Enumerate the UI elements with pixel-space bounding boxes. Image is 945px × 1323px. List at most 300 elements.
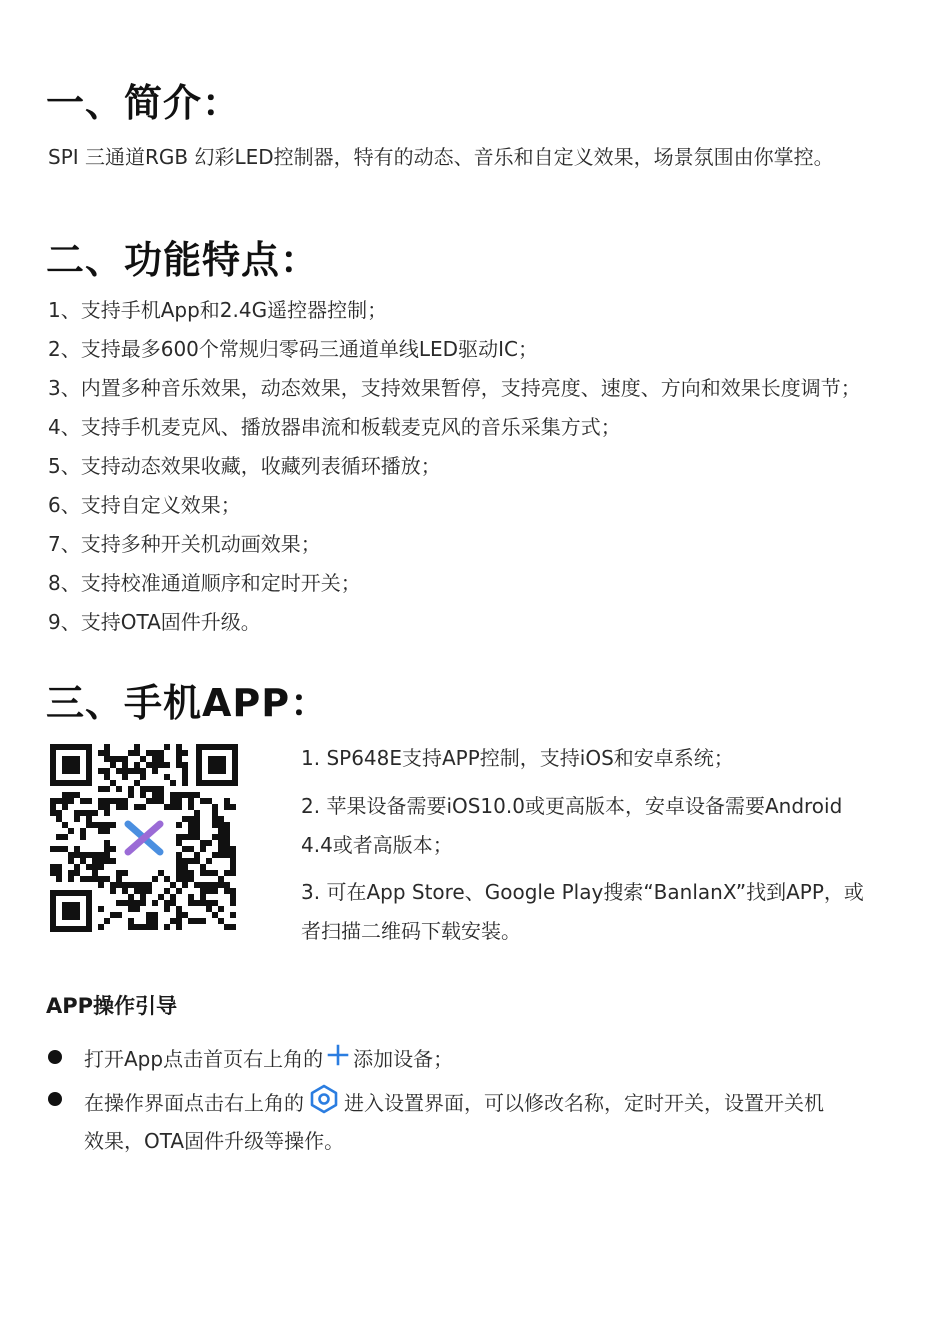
feature-item: 7、支持多种开关机动画效果； xyxy=(48,532,321,556)
qr-module xyxy=(140,924,146,930)
qr-module xyxy=(218,822,224,828)
qr-module xyxy=(128,918,134,924)
qr-module xyxy=(158,750,164,756)
qr-module xyxy=(206,906,212,912)
qr-module xyxy=(116,798,122,804)
qr-module xyxy=(152,792,158,798)
qr-module xyxy=(134,780,140,786)
qr-module xyxy=(50,870,56,876)
guide-item-1 xyxy=(84,1043,453,1072)
qr-module xyxy=(170,792,176,798)
qr-module xyxy=(188,834,194,840)
qr-module xyxy=(92,864,98,870)
qr-module xyxy=(62,798,68,804)
guide-item-2-cont: 效果，OTA固件升级等操作。 xyxy=(84,1129,345,1153)
qr-module xyxy=(134,900,140,906)
qr-module xyxy=(128,882,134,888)
qr-module xyxy=(86,864,92,870)
qr-module xyxy=(146,888,152,894)
qr-module xyxy=(200,918,206,924)
qr-module xyxy=(50,846,56,852)
qr-module xyxy=(128,750,134,756)
qr-module xyxy=(50,864,56,870)
qr-module xyxy=(110,858,116,864)
qr-module xyxy=(194,918,200,924)
qr-module xyxy=(158,798,164,804)
qr-module xyxy=(194,900,200,906)
qr-module xyxy=(188,816,194,822)
qr-module xyxy=(152,798,158,804)
qr-module xyxy=(98,858,104,864)
qr-module xyxy=(182,858,188,864)
qr-module xyxy=(224,888,230,894)
qr-module xyxy=(128,792,134,798)
qr-module xyxy=(140,786,146,792)
qr-module xyxy=(158,870,164,876)
qr-module xyxy=(86,816,92,822)
qr-module xyxy=(62,846,68,852)
qr-module xyxy=(176,762,182,768)
qr-module xyxy=(140,804,146,810)
qr-module xyxy=(50,810,56,816)
qr-module xyxy=(176,888,182,894)
qr-module xyxy=(218,852,224,858)
qr-module xyxy=(104,846,110,852)
qr-module xyxy=(146,750,152,756)
qr-module xyxy=(176,840,182,846)
qr-module xyxy=(218,846,224,852)
qr-module xyxy=(104,786,110,792)
qr-module xyxy=(146,798,152,804)
qr-module xyxy=(68,858,74,864)
qr-module xyxy=(176,792,182,798)
qr-module xyxy=(200,882,206,888)
qr-module xyxy=(80,858,86,864)
qr-module xyxy=(98,876,104,882)
qr-module xyxy=(206,870,212,876)
banlanx-logo xyxy=(116,812,172,864)
qr-module xyxy=(134,744,140,750)
qr-module xyxy=(92,858,98,864)
qr-module xyxy=(212,822,218,828)
qr-module xyxy=(170,882,176,888)
qr-module xyxy=(128,900,134,906)
app-line-3-cont: 者扫描二维码下载安装。 xyxy=(301,919,521,943)
qr-module xyxy=(230,912,236,918)
qr-module xyxy=(110,762,116,768)
qr-module xyxy=(86,852,92,858)
qr-module xyxy=(182,792,188,798)
qr-module xyxy=(176,906,182,912)
qr-module xyxy=(146,924,152,930)
qr-module xyxy=(128,906,134,912)
qr-module xyxy=(56,846,62,852)
qr-module xyxy=(104,798,110,804)
qr-module xyxy=(164,900,170,906)
qr-module xyxy=(152,756,158,762)
qr-module xyxy=(230,852,236,858)
qr-module xyxy=(158,786,164,792)
qr-module xyxy=(212,870,218,876)
qr-module xyxy=(170,804,176,810)
qr-module xyxy=(80,834,86,840)
app-line-3: 3. 可在App Store、Google Play搜索“BanlanX”找到APP，或 xyxy=(301,880,864,904)
qr-module xyxy=(122,888,128,894)
qr-module xyxy=(104,804,110,810)
qr-module xyxy=(164,804,170,810)
qr-module xyxy=(188,822,194,828)
qr-module xyxy=(128,924,134,930)
qr-module xyxy=(62,804,68,810)
qr-module xyxy=(200,798,206,804)
qr-module xyxy=(140,756,146,762)
qr-module xyxy=(104,828,110,834)
qr-module xyxy=(170,900,176,906)
qr-module xyxy=(98,786,104,792)
guide-item-2-before: 在操作界面点击右上角的 xyxy=(84,1091,304,1115)
qr-module xyxy=(230,888,236,894)
qr-module xyxy=(74,870,80,876)
qr-module xyxy=(176,876,182,882)
qr-module xyxy=(56,810,62,816)
qr-module xyxy=(182,870,188,876)
qr-module xyxy=(182,768,188,774)
qr-module xyxy=(188,894,194,900)
qr-module xyxy=(158,894,164,900)
feature-item: 3、内置多种音乐效果，动态效果，支持效果暂停，支持亮度、速度、方向和效果长度调节； xyxy=(48,376,861,400)
qr-module xyxy=(56,816,62,822)
qr-module xyxy=(194,810,200,816)
qr-module xyxy=(134,762,140,768)
qr-module xyxy=(212,834,218,840)
qr-module xyxy=(224,804,230,810)
qr-module xyxy=(140,882,146,888)
qr-module xyxy=(122,882,128,888)
qr-module xyxy=(188,798,194,804)
feature-item: 4、支持手机麦克风、播放器串流和板载麦克风的音乐采集方式； xyxy=(48,415,621,439)
qr-module xyxy=(104,774,110,780)
qr-module xyxy=(224,882,230,888)
feature-item: 9、支持OTA固件升级。 xyxy=(48,610,261,634)
qr-module xyxy=(110,756,116,762)
qr-module xyxy=(218,906,224,912)
qr-module xyxy=(230,846,236,852)
qr-module xyxy=(218,876,224,882)
qr-module xyxy=(194,828,200,834)
qr-module xyxy=(116,882,122,888)
qr-module xyxy=(116,786,122,792)
qr-module xyxy=(188,918,194,924)
qr-module xyxy=(218,918,224,924)
qr-module xyxy=(104,810,110,816)
qr-module xyxy=(104,852,110,858)
qr-module xyxy=(98,882,104,888)
qr-module xyxy=(194,852,200,858)
qr-module xyxy=(62,834,68,840)
qr-module xyxy=(146,762,152,768)
qr-module xyxy=(140,768,146,774)
intro-text: SPI 三通道RGB 幻彩LED控制器，特有的动态、音乐和自定义效果，场景氛围由你掌控。 xyxy=(48,145,834,169)
qr-module xyxy=(134,750,140,756)
qr-module xyxy=(164,906,170,912)
qr-module xyxy=(164,762,170,768)
qr-module xyxy=(188,858,194,864)
qr-module xyxy=(152,762,158,768)
qr-module xyxy=(212,888,218,894)
qr-module xyxy=(56,870,62,876)
qr-module xyxy=(176,924,182,930)
qr-module xyxy=(134,882,140,888)
qr-module xyxy=(110,780,116,786)
qr-module xyxy=(224,798,230,804)
qr-module xyxy=(230,924,236,930)
qr-module xyxy=(152,900,158,906)
qr-module xyxy=(218,840,224,846)
qr-module xyxy=(188,900,194,906)
qr-module xyxy=(74,846,80,852)
qr-module xyxy=(224,840,230,846)
qr-module xyxy=(164,744,170,750)
qr-module xyxy=(128,768,134,774)
qr-module xyxy=(116,870,122,876)
qr-module xyxy=(158,762,164,768)
qr-module xyxy=(104,876,110,882)
qr-module xyxy=(92,852,98,858)
qr-module xyxy=(122,870,128,876)
qr-module xyxy=(74,864,80,870)
qr-module xyxy=(176,834,182,840)
qr-module xyxy=(110,822,116,828)
qr-module xyxy=(164,774,170,780)
qr-module xyxy=(176,750,182,756)
qr-module xyxy=(212,900,218,906)
qr-module xyxy=(200,846,206,852)
qr-module xyxy=(140,792,146,798)
qr-module xyxy=(122,804,128,810)
qr-module xyxy=(176,912,182,918)
qr-module xyxy=(230,894,236,900)
qr-module xyxy=(140,894,146,900)
section-title-app: 三、手机APP： xyxy=(46,681,330,725)
qr-module xyxy=(212,882,218,888)
qr-module xyxy=(230,864,236,870)
qr-module xyxy=(170,918,176,924)
qr-module xyxy=(182,816,188,822)
qr-module xyxy=(92,876,98,882)
qr-module xyxy=(122,762,128,768)
qr-module xyxy=(188,870,194,876)
qr-module xyxy=(212,804,218,810)
app-line-2-cont: 4.4或者高版本； xyxy=(301,833,453,857)
qr-module xyxy=(182,882,188,888)
qr-module xyxy=(116,756,122,762)
qr-module xyxy=(152,912,158,918)
qr-module xyxy=(182,762,188,768)
qr-module xyxy=(152,786,158,792)
qr-module xyxy=(218,834,224,840)
qr-module xyxy=(104,756,110,762)
qr-module xyxy=(200,840,206,846)
qr-module xyxy=(170,798,176,804)
qr-module xyxy=(104,918,110,924)
qr-module xyxy=(134,906,140,912)
qr-module xyxy=(206,840,212,846)
qr-module xyxy=(134,768,140,774)
qr-module xyxy=(86,810,92,816)
qr-module xyxy=(98,822,104,828)
qr-module xyxy=(200,870,206,876)
qr-module xyxy=(140,900,146,906)
qr-module xyxy=(152,924,158,930)
qr-module xyxy=(176,918,182,924)
qr-module xyxy=(80,798,86,804)
qr-module xyxy=(176,852,182,858)
qr-module xyxy=(80,828,86,834)
qr-module xyxy=(164,876,170,882)
qr-module xyxy=(224,834,230,840)
qr-module xyxy=(68,852,74,858)
qr-module xyxy=(56,834,62,840)
qr-module xyxy=(188,804,194,810)
qr-module xyxy=(56,798,62,804)
qr-module xyxy=(146,786,152,792)
qr-module xyxy=(212,816,218,822)
qr-module xyxy=(128,786,134,792)
qr-module xyxy=(98,798,104,804)
guide-item-2 xyxy=(84,1084,824,1119)
feature-item: 2、支持最多600个常规归零码三通道单线LED驱动IC； xyxy=(48,337,538,361)
qr-module xyxy=(146,912,152,918)
qr-module xyxy=(176,804,182,810)
qr-module xyxy=(176,744,182,750)
qr-module xyxy=(80,876,86,882)
qr-module xyxy=(200,888,206,894)
qr-module xyxy=(86,822,92,828)
qr-module xyxy=(146,918,152,924)
qr-module xyxy=(176,870,182,876)
qr-module xyxy=(98,924,104,930)
qr-module xyxy=(74,852,80,858)
qr-module xyxy=(218,816,224,822)
feature-item: 5、支持动态效果收藏，收藏列表循环播放； xyxy=(48,454,441,478)
qr-module xyxy=(98,828,104,834)
qr-module xyxy=(122,768,128,774)
qr-module xyxy=(200,900,206,906)
qr-module xyxy=(152,918,158,924)
qr-module xyxy=(194,882,200,888)
feature-item: 1、支持手机App和2.4G遥控器控制； xyxy=(48,298,388,322)
qr-module xyxy=(62,822,68,828)
qr-module xyxy=(122,798,128,804)
qr-module xyxy=(182,912,188,918)
qr-module xyxy=(194,822,200,828)
qr-module xyxy=(98,804,104,810)
qr-module xyxy=(98,768,104,774)
qr-module xyxy=(92,810,98,816)
app-line-2: 2. 苹果设备需要iOS10.0或更高版本，安卓设备需要Android xyxy=(301,794,843,818)
qr-module xyxy=(140,774,146,780)
qr-module xyxy=(188,828,194,834)
qr-module xyxy=(110,912,116,918)
qr-module xyxy=(224,846,230,852)
qr-module xyxy=(224,822,230,828)
qr-module xyxy=(224,828,230,834)
qr-module xyxy=(164,924,170,930)
plus-icon xyxy=(327,1044,349,1071)
settings-hexagon-icon xyxy=(310,1084,338,1119)
qr-module xyxy=(146,882,152,888)
qr-module xyxy=(116,768,122,774)
qr-module xyxy=(158,792,164,798)
qr-module xyxy=(110,888,116,894)
qr-module xyxy=(116,876,122,882)
qr-module xyxy=(152,876,158,882)
qr-module xyxy=(110,798,116,804)
qr-module xyxy=(194,858,200,864)
qr-module xyxy=(206,798,212,804)
qr-module xyxy=(134,804,140,810)
guide-title: APP操作引导 xyxy=(46,994,178,1018)
qr-module xyxy=(74,816,80,822)
qr-module xyxy=(176,822,182,828)
qr-module xyxy=(182,774,188,780)
qr-module xyxy=(176,864,182,870)
qr-module xyxy=(188,846,194,852)
qr-module xyxy=(182,750,188,756)
qr-module xyxy=(218,828,224,834)
qr-module xyxy=(152,750,158,756)
qr-module xyxy=(194,834,200,840)
qr-module xyxy=(104,744,110,750)
bullet-dot xyxy=(48,1092,62,1106)
qr-module xyxy=(212,912,218,918)
qr-module xyxy=(68,870,74,876)
qr-module xyxy=(80,852,86,858)
qr-module xyxy=(122,756,128,762)
bullet-dot xyxy=(48,1050,62,1064)
guide-item-1-before: 打开App点击首页右上角的 xyxy=(84,1047,324,1071)
qr-module xyxy=(212,810,218,816)
qr-module xyxy=(224,870,230,876)
qr-module xyxy=(98,906,104,912)
qr-module xyxy=(230,804,236,810)
qr-module xyxy=(134,924,140,930)
qr-module xyxy=(134,888,140,894)
qr-module xyxy=(122,774,128,780)
qr-module xyxy=(182,846,188,852)
qr-module xyxy=(188,876,194,882)
qr-module xyxy=(224,924,230,930)
qr-module xyxy=(116,804,122,810)
qr-module xyxy=(68,876,74,882)
qr-module xyxy=(176,798,182,804)
section-title-intro: 一、简介： xyxy=(46,81,242,125)
qr-module xyxy=(116,912,122,918)
qr-module xyxy=(80,810,86,816)
qr-module xyxy=(74,792,80,798)
qr-module xyxy=(74,810,80,816)
qr-module xyxy=(98,864,104,870)
qr-module xyxy=(176,858,182,864)
qr-module xyxy=(194,792,200,798)
qr-module xyxy=(230,870,236,876)
qr-module xyxy=(170,780,176,786)
qr-module xyxy=(200,864,206,870)
guide-item-2-after: 进入设置界面，可以修改名称，定时开关，设置开关机 xyxy=(344,1091,824,1115)
qr-module xyxy=(200,894,206,900)
qr-module xyxy=(98,750,104,756)
qr-module xyxy=(86,876,92,882)
